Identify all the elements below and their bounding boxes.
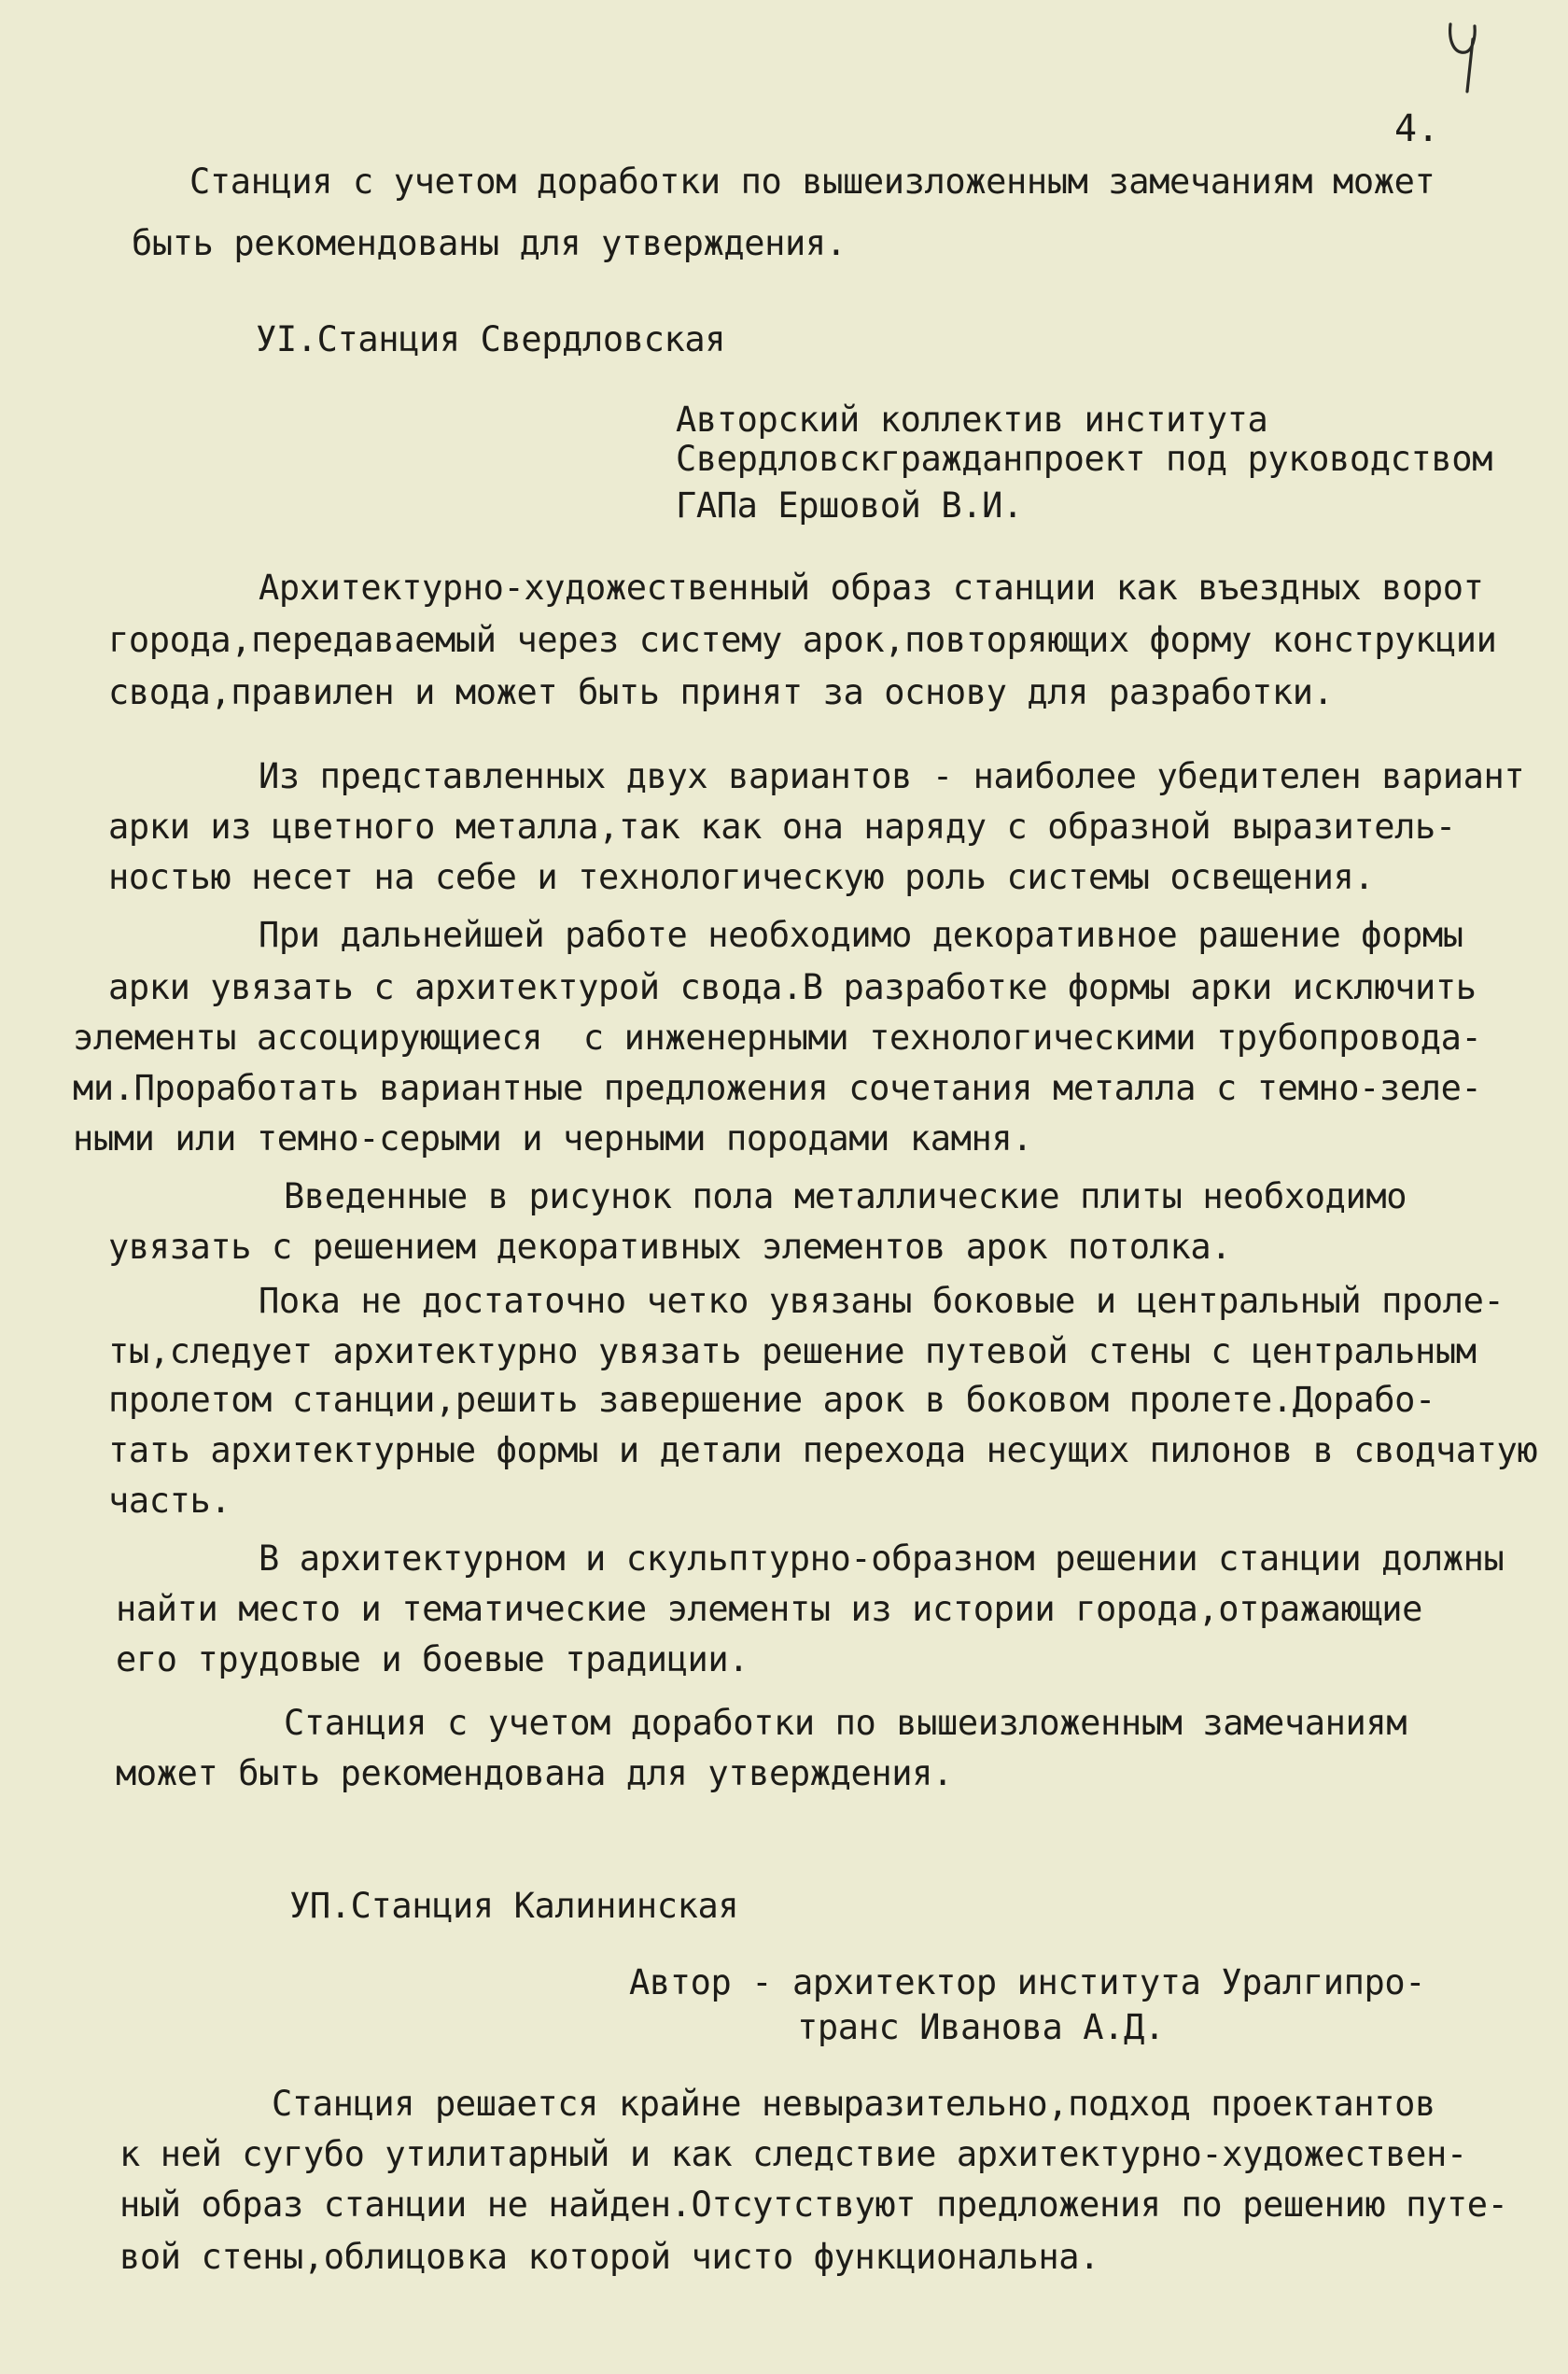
- text-line: часть.: [108, 1481, 231, 1521]
- section-heading: УI.Станция Свердловская: [256, 319, 726, 359]
- text-line: пролетом станции,решить завершение арок в боковом пролете.Дорабо-: [108, 1380, 1435, 1420]
- text-line: арки из цветного металла,так как она наряду с образной выразитель-: [108, 807, 1456, 847]
- author-line: ГАПа Ершовой В.И.: [676, 485, 1023, 526]
- text-line: города,передаваемый через систему арок,повторяющих форму конструкции: [108, 620, 1497, 660]
- text-line: увязать с решением декоративных элементов арок потолка.: [108, 1227, 1232, 1267]
- text-line: Введенные в рисунок пола металлические плиты необходимо: [284, 1176, 1407, 1216]
- text-line: Архитектурно-художественный образ станции как въездных ворот: [259, 568, 1484, 608]
- text-line: Из представленных двух вариантов - наиболее убедителен вариант: [259, 756, 1525, 796]
- text-line: быть рекомендованы для утверждения.: [132, 223, 847, 263]
- text-line: найти место и тематические элементы из истории города,отражающие: [116, 1589, 1423, 1629]
- text-line: Станция решается крайне невыразительно,подход проектантов: [272, 2084, 1435, 2124]
- text-line: При дальнейшей работе необходимо декоративное рашение формы: [259, 915, 1463, 955]
- text-line: ми.Проработать вариантные предложения сочетания металла с темно-зеле-: [73, 1068, 1482, 1108]
- text-line: к ней сугубо утилитарный и как следствие архитектурно-художествен-: [119, 2134, 1467, 2174]
- text-line: Пока не достаточно четко увязаны боковые и центральный проле-: [259, 1281, 1505, 1321]
- archive-mark-4: [1445, 21, 1482, 93]
- text-line: может быть рекомендована для утверждения.: [116, 1753, 953, 1793]
- text-line: арки увязать с архитектурой свода.В разработке формы арки исключить: [108, 967, 1477, 1007]
- text-line: Станция с учетом доработки по вышеизложенным замечаниям: [284, 1703, 1407, 1743]
- author-line: Автор - архитектор института Уралгипро-: [629, 1962, 1426, 2002]
- text-line: В архитектурном и скульптурно-образном решении станции должны: [259, 1538, 1505, 1579]
- section-heading: УП.Станция Калининская: [289, 1886, 739, 1926]
- author-line: транс Иванова А.Д.: [797, 2007, 1165, 2047]
- text-line: ты,следует архитектурно увязать решение путевой стены с центральным: [108, 1331, 1477, 1371]
- text-line: тать архитектурные формы и детали перехода несущих пилонов в сводчатую: [108, 1430, 1538, 1470]
- text-line: ный образ станции не найден.Отсутствуют предложения по решению путе-: [119, 2184, 1508, 2225]
- text-line: свода,правилен и может быть принят за основу для разработки.: [108, 672, 1334, 712]
- author-line: Свердловскгражданпроект под руководством: [676, 439, 1493, 479]
- author-line: Авторский коллектив института: [676, 400, 1268, 440]
- text-line: ностью несет на себе и технологическую роль системы освещения.: [108, 857, 1375, 897]
- text-line: элементы ассоцирующиеся с инженерными технологическими трубопровода-: [73, 1018, 1482, 1058]
- text-line: его трудовые и боевые традиции.: [116, 1639, 749, 1679]
- text-line: Станция с учетом доработки по вышеизложенным замечаниям может: [189, 162, 1435, 202]
- text-line: вой стены,облицовка которой чисто функциональна.: [119, 2237, 1100, 2277]
- text-line: ными или темно-серыми и черными породами камня.: [73, 1118, 1033, 1159]
- page-number: 4.: [1394, 107, 1440, 150]
